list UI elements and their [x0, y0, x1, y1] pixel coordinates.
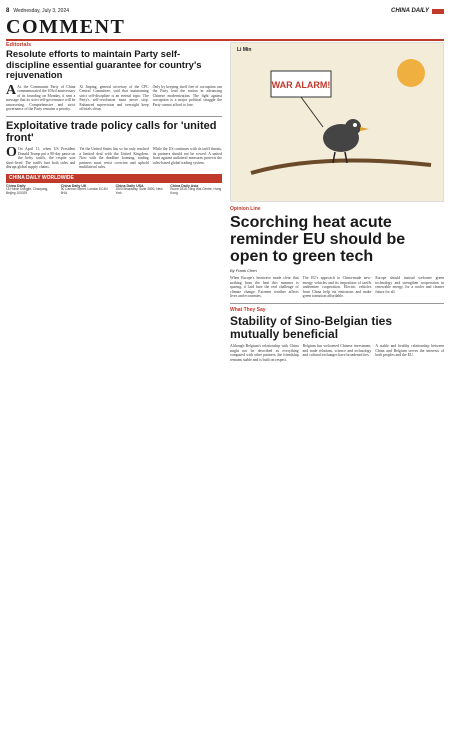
editorial-2-col-2: Yet the United States has so far only reached a limited deal with the United Kingdom. Now with the deadline looming, trading partners must resist coercion and uphold multilateral rules.	[79, 147, 149, 169]
editorial-headline-2: Exploitative trade policy calls for 'united front'	[6, 120, 217, 144]
right-column	[230, 42, 444, 362]
opinion-body	[230, 276, 444, 299]
opinion-col-3: Europe should instead welcome green technology and strengthen cooperation in renewable energy, for a cooler and cleaner future for all.	[375, 276, 445, 294]
cartoon-illustration	[230, 42, 444, 202]
footer-col-2-text: 90 Cannon Street, London EC4N 6HA	[60, 187, 108, 196]
editorial-2-col-1: On April 11, when US President Donald Trump put a 90-day pause on the hefty tariffs, the respite was short-lived. The tariffs hurt both sides and disrupt global supply chains.	[6, 147, 76, 169]
wts-col-2: Belgium has welcomed Chinese investment, and trade relations, science and technology and cultural exchanges have broadened ties.	[302, 344, 372, 357]
left-column	[6, 42, 222, 196]
section-divider	[6, 39, 444, 41]
editorial-body-2	[6, 147, 222, 170]
footer-col-1-text: 15 Huixin Dongjie, Chaoyang, Beijing 100029	[6, 187, 49, 196]
brand-logo-icon	[432, 9, 444, 14]
editorial-1-col-2: Xi Jinping, general secretary of the CPC Central Committee, said that maintaining strict self-discipline is an eternal topic. The Party's self-revolution must never stop. Enhanced supervision and oversight keep officials clean.	[79, 84, 149, 111]
what-they-say-label: What They Say	[230, 307, 266, 313]
wts-col-3: A stable and healthy relationship between China and Belgium serves the interests of both peoples and the EU.	[375, 344, 445, 357]
footer-col-4-title: China Daily Asia	[170, 183, 199, 188]
editorial-1-col-3: Only by keeping itself free of corruption can the Party lead the nation in advancing Chinese modernization. The fight against corruption is a major political struggle the Party cannot afford to lose.	[152, 84, 222, 107]
drop-cap: A	[6, 82, 17, 98]
editorial-1-col-1: As the Communist Party of China commemorated the 103rd anniversary of its founding on Monday, it sent a message that its strict self-governance will be unwavering. Comprehensive and strict governance of the Party remains a priority.	[6, 84, 76, 111]
footer-col-4-text: Room 1818, Hing Wai Centre, Hong Kong	[170, 187, 222, 196]
footer-bar: CHINA DAILY WORLDWIDE	[6, 174, 222, 183]
what-they-say-headline: Stability of Sino-Belgian ties mutually beneficial	[230, 314, 393, 341]
footer-col-3-title: China Daily USA	[115, 183, 144, 188]
issue-date: Wednesday, July 3, 2024	[13, 8, 70, 14]
cartoon-credit: Li Min	[237, 47, 252, 53]
opinion-col-2: The EU's approach to China-made new-energy vehicles and its imposition of tariffs undermine cooperation. Electric vehicles from China help cut emissions and make green transition affordable.	[302, 276, 372, 298]
opinion-headline: Scorching heat acute reminder EU should be open to green tech	[230, 214, 406, 265]
opinion-label: Opinion Line	[230, 206, 261, 212]
brand-name: CHINA DAILY	[391, 8, 429, 14]
editorial-headline-1: Resolute efforts to maintain Party self-discipline essential guarantee for country's rejuvenation	[6, 49, 202, 81]
editorial-body-1	[6, 82, 222, 112]
page-number: 8	[6, 8, 10, 14]
footer-grid	[6, 185, 222, 196]
opinion-byline: By Frank Chen	[230, 268, 257, 273]
footer-col-2-title: China Daily UK	[60, 183, 87, 188]
wts-col-1: Although Belgium's relationship with China might not be described as everything compared with other partners, the friendship remains stable and is built on respect.	[230, 344, 299, 362]
footer-col-1-title: China Daily	[6, 183, 26, 188]
drop-cap-2: O	[6, 145, 17, 160]
section-title: COMMENT	[6, 16, 126, 38]
opinion-col-1: When Europe's heatwave made clear that nothing from the heat this summer is sparing, it laid bare the real challenge of climate change. Extreme weather affects lives and economies.	[230, 276, 299, 298]
cartoon-sign-text: WAR ALARM!	[271, 80, 331, 90]
editorial-2-col-3: While the US continues with its tariff threats, its partners should not be cowed. A united front against unilateral measures protects the rules-based global trading system.	[152, 147, 222, 165]
editorials-label: Editorials	[6, 42, 32, 48]
what-they-say-body	[230, 344, 444, 362]
divider	[6, 116, 222, 117]
footer-col-3-text: 1500 Broadway, Suite 2800, New York	[115, 187, 163, 196]
divider-2	[230, 303, 444, 304]
cartoon-drawing	[231, 43, 444, 202]
